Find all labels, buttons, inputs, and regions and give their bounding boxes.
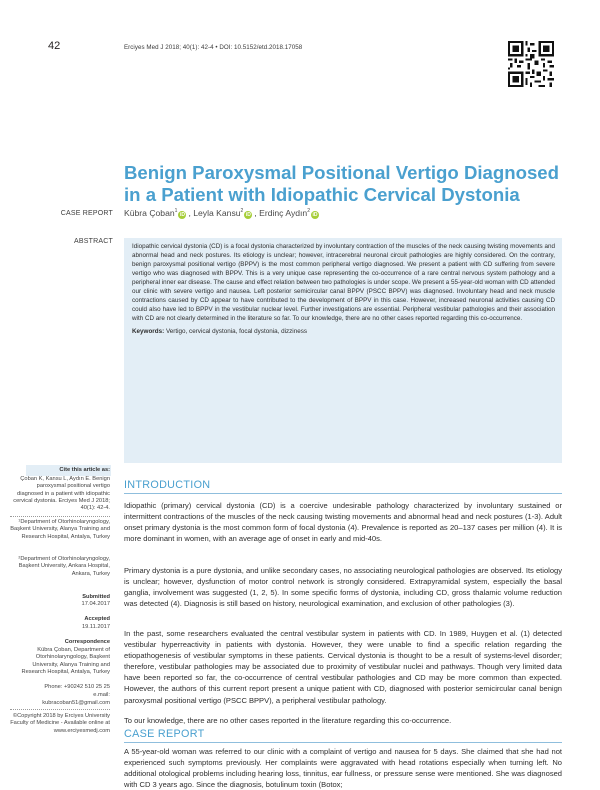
abstract-box (124, 238, 562, 463)
orcid-icon[interactable]: iD (179, 212, 185, 218)
sidebar-divider (10, 516, 110, 517)
abstract-label: ABSTRACT (74, 238, 113, 245)
accepted-date: 19.11.2017 (81, 624, 110, 630)
correspondence-text: Kübra Çoban, Department of Otorhinolaryngology, Başkent University, Alanya Training and Research Hospital, Antalya, Turkey (21, 647, 110, 675)
section-rule (124, 742, 562, 743)
keywords-label: Keywords: (132, 327, 165, 335)
author-name: Kübra Çoban (124, 208, 175, 218)
accepted-label: Accepted (84, 616, 110, 622)
intro-paragraph-3: In the past, some researchers evaluated the central vestibular system in patients with CD. In 1989, Huygen et al. (1) detected vestibular hyperreactivity in patients with dystonia. However, they were unable to find a specific relation regarding the etiopathogenesis of vestibular symptoms in these patients. Cervical dystonia is thought to be a result of systems-level disorder; therefore, vestibular pathologies may be associated due to proximity of vestibular nuclei and pathways. Though very limited data have been reported so far, the co-occurrence of central vestibular pathologies and CD may be more common than expected. However, the authors of this current report present a unique patient with CD, diagnosed with posterior semicircular canal benign paroxysmal positional vertigo (PSCC BPPV), a peripheral vestibular pathology. (124, 629, 562, 705)
author-separator: , (188, 208, 194, 218)
introduction-heading: INTRODUCTION (124, 479, 211, 491)
cite-text: Çoban K, Kansu L, Aydın E. Benign paroxysmal positional vertigo diagnosed in a patient with idiopathic cervical dystonia. Erciyes Med J 2018; 40(1): 42-4. (13, 476, 110, 512)
author-name: Leyla Kansu (193, 208, 241, 218)
qr-code-icon (508, 41, 554, 87)
article-title (124, 162, 564, 206)
case-paragraph-1: A 55-year-old woman was referred to our clinic with a complaint of vertigo and nausea for 5 days. She claimed that she had not experienced such symptoms previously. Her complaints were aggravated with head rotations especially when turning left. No additional otological problems including hearing loss, tinnitus, ear fullness, or pressure sense were mentioned. She was diagnosed with CD 3 years ago. Since the diagnosis, botulinum toxin (Botox; (124, 747, 562, 790)
affiliation-2: ²Department of Otorhinolaryngology, Başkent University, Ankara Hospital, Ankara, Turkey (18, 556, 110, 577)
copyright-text: ©Copyright 2018 by Erciyes University Faculty of Medicine - Available online at www.erciyesmedj.com (10, 713, 110, 734)
case-report-label: CASE REPORT (60, 210, 113, 217)
affiliation-1: ¹Department of Otorhinolaryngology, Başkent University, Alanya Training and Research Hospital, Antalya, Turkey (10, 519, 110, 540)
author-affiliation-mark: 2 (307, 208, 310, 215)
author-list (124, 208, 321, 219)
cite-label: Cite this article as: (59, 467, 110, 473)
submitted-date: 17.04.2017 (81, 601, 110, 607)
keywords-line (132, 328, 555, 337)
orcid-icon[interactable]: iD (245, 212, 251, 218)
author-separator: , (254, 208, 260, 218)
author-name: Erdinç Aydın (259, 208, 308, 218)
journal-citation-line: Erciyes Med J 2018; 40(1): 42-4 • DOI: 10.5152/etd.2018.17058 (124, 44, 303, 51)
sidebar-divider (10, 709, 110, 710)
page-number: 42 (48, 40, 61, 52)
email-label: e.mail: (93, 692, 110, 698)
intro-paragraph-1: Idiopathic (primary) cervical dystonia (CD) is a coercive undesirable pathology characterized by involuntary sustained or intermittent contractions of the muscles of the neck causing twisting movements and abnormal head and neck postures (1-3). Adult onset primary dystonia is the most common form of focal dystonia (4). Prevalence is reported as 20–137 cases per million (4). It is more dominant in women, with an average age of onset in early and mid-40s. (124, 501, 562, 544)
section-rule (124, 493, 562, 494)
keywords-list: Vertigo, cervical dystonia, focal dystonia, dizziness (164, 327, 308, 335)
submitted-label: Submitted (82, 594, 110, 600)
title-line-1: Benign Paroxysmal Positional Vertigo Diagnosed (124, 162, 559, 183)
title-line-2: in a Patient with Idiopathic Cervical Dystonia (124, 184, 520, 205)
correspondence-label: Correspondence (64, 639, 110, 645)
email-link[interactable]: kubracoban51@gmail.com (42, 700, 110, 706)
intro-paragraph-4: To our knowledge, there are no other cases reported in the literature regarding this co-occurrence. (124, 716, 452, 725)
orcid-icon[interactable]: iD (312, 212, 318, 218)
author-affiliation-mark: 2 (240, 208, 244, 215)
case-report-heading: CASE REPORT (124, 728, 205, 740)
phone: Phone: +90242 510 25 25 (44, 684, 110, 690)
author-affiliation-mark: 1 (174, 208, 178, 215)
abstract-text: Idiopathic cervical dystonia (CD) is a focal dystonia characterized by involuntary contraction of the muscles of the neck causing twisting movements and abnormal head and neck postures. Its etiology is unclear; however, intracerebral neuronal circuit pathologies are highly considered. On the contrary, benign paroxysmal positional vertigo (BPPV) is the most common peripheral vertigo diagnosed. We present a patient with CD suffering from severe vertigo who was diagnosed with BPPV. This is a very unique case representing the co-occurrence of a rare central nervous system pathology and a peripheral inner ear disease. The cause and effect relation between two pathologies is under scope. We present a 55-year-old woman with CD attended our clinic with severe vertigo and nausea. Left posterior semicircular canal BPPV (PSCC BPPV) was diagnosed. Involuntary head and neck muscle contractions caused by CD appear to have contributed to the development of BPPV in this case. However, increased neuronal activities causing CD could also have led to BPPV in the vestibular nuclear level. Further investigations are essential. Peripheral vestibular pathologies and their association with CD are not clearly determined in the literature so far. To our knowledge, there are no other cases reported regarding this co-occurrence. (132, 243, 555, 322)
intro-paragraph-2: Primary dystonia is a pure dystonia, and unlike secondary cases, no associating neurological pathologies are observed. Its etiology is unclear; however, dysfunction of motor control network is strongly considered. Extrapyramidal system, especially the basal ganglia, involvement was suggested (1, 2, 5). In some specific forms of dystonia, including CD, gross thalamic volume reduction was detected (4). Diagnosis is still based on history, neurological examination, and exclusion of other pathologies (3). (124, 566, 562, 609)
